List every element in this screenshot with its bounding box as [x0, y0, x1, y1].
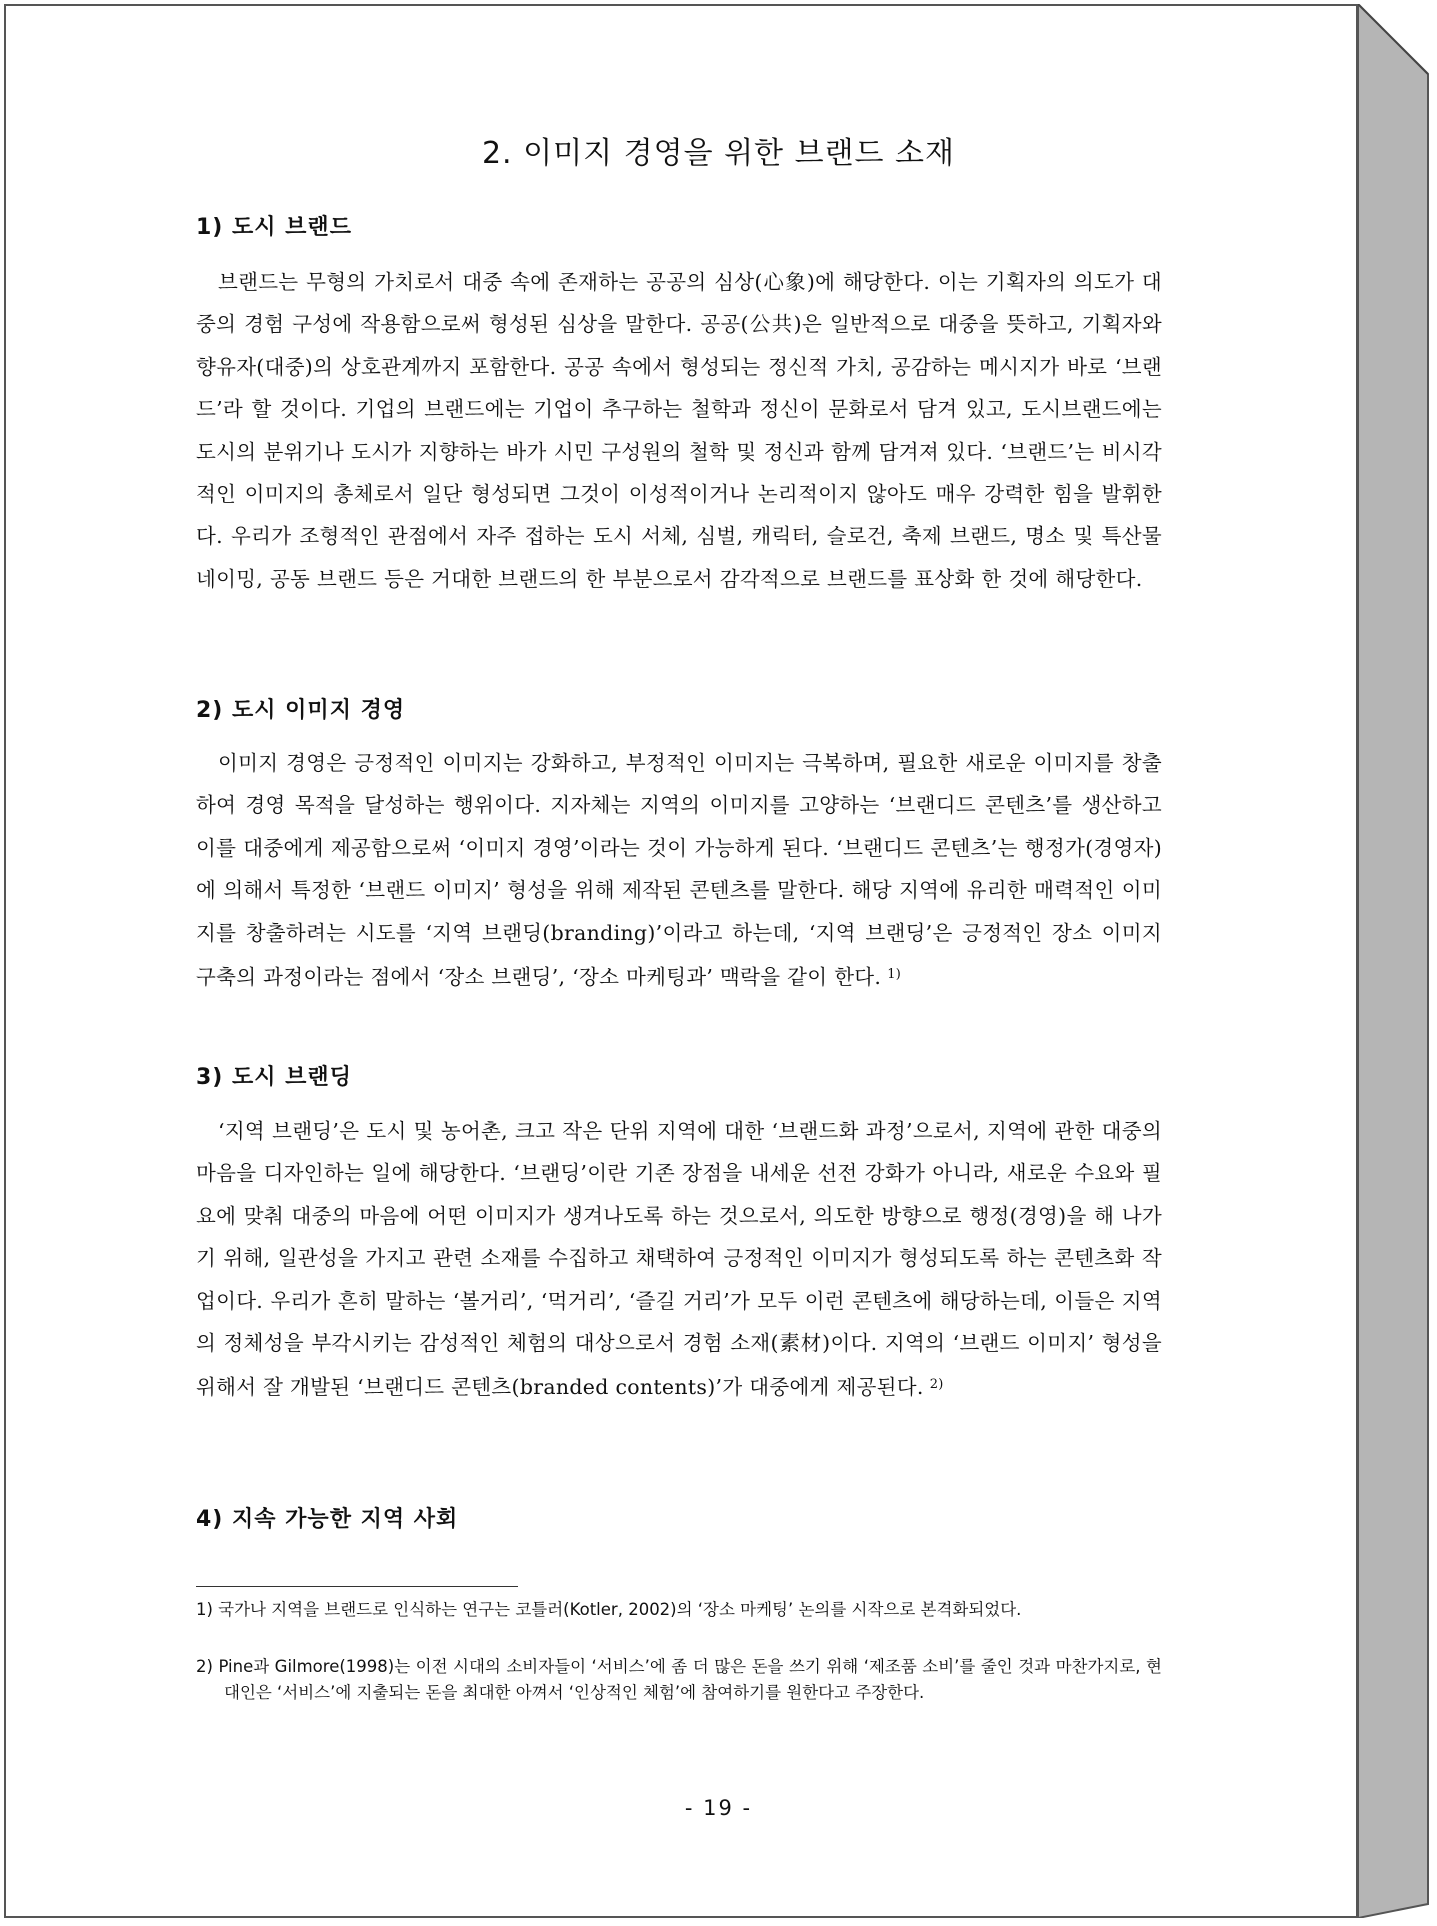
section-heading-city-branding: 3) 도시 브랜딩: [196, 1065, 352, 1090]
footnote-reference: 2): [929, 1377, 944, 1393]
page-stack-edge: [1358, 4, 1431, 1918]
section-heading-sustainable-community: 4) 지속 가능한 지역 사회: [196, 1507, 459, 1532]
paragraph-text: 이미지 경영은 긍정적인 이미지는 강화하고, 부정적인 이미지는 극복하며, 필요한 새로운 이미지를 창출하여 경영 목적을 달성하는 행위이다. 지자체는 지역의 이미지를 고양하는 ‘브랜디드 콘텐츠’를 생산하고 이를 대중에게 제공함으로써 ‘이미지 경영’이라는 것이 가능하게 된다. ‘브랜디드 콘텐츠’는 행정가(경영자)에 의해서 특정한 ‘브랜드 이미지’ 형성을 위해 제작된 콘텐츠를 말한다. 해당 지역에 유리한 매력적인 이미지를 창출하려는 시도를 ‘지역 브랜딩(branding)’이라고 하는데, ‘지역 브랜딩’은 긍정적인 장소 이미지 구축의 과정이라는 점에서 ‘장소 브랜딩’, ‘장소 마케팅과’ 맥락을 같이 한다.: [196, 751, 1162, 990]
section-paragraph-city-image-management: [196, 742, 1162, 998]
section-heading-city-image-management: 2) 도시 이미지 경영: [196, 698, 406, 723]
footnote-1: 1) 국가나 지역을 브랜드로 인식하는 연구는 코틀러(Kotler, 2002)의 ‘장소 마케팅’ 논의를 시작으로 본격화되었다.: [196, 1600, 1022, 1619]
footnote-reference: 1): [887, 967, 902, 983]
section-paragraph-city-branding: [196, 1110, 1162, 1409]
page-title: 2. 이미지 경영을 위한 브랜드 소재: [481, 136, 956, 171]
page-stack-edge-graphic: [1358, 4, 1431, 1918]
page-number: - 19 -: [684, 1796, 753, 1820]
footnote-2: 2) Pine과 Gilmore(1998)는 이전 시대의 소비자들이 ‘서비스’에 좀 더 많은 돈을 쓰기 위해 ‘제조품 소비’를 줄인 것과 마찬가지로, 현대인은 ‘서비스’에 지출되는 돈을 최대한 아껴서 ‘인상적인 체험’에 참여하기를 원한다고 주장한다.: [196, 1657, 1162, 1702]
paragraph-text: 브랜드는 무형의 가치로서 대중 속에 존재하는 공공의 심상(心象)에 해당한다. 이는 기획자의 의도가 대중의 경험 구성에 작용함으로써 형성된 심상을 말한다. 공공(公共)은 일반적으로 대중을 뜻하고, 기획자와 향유자(대중)의 상호관계까지 포함한다. 공공 속에서 형성되는 정신적 가치, 공감하는 메시지가 바로 ‘브랜드’라 할 것이다. 기업의 브랜드에는 기업이 추구하는 철학과 정신이 문화로서 담겨 있고, 도시브랜드에는 도시의 분위기나 도시가 지향하는 바가 시민 구성원의 철학 및 정신과 함께 담겨져 있다. ‘브랜드’는 비시각적인 이미지의 총체로서 일단 형성되면 그것이 이성적이거나 논리적이지 않아도 매우 강력한 힘을 발휘한다. 우리가 조형적인 관점에서 자주 접하는 도시 서체, 심벌, 캐릭터, 슬로건, 축제 브랜드, 명소 및 특산물 네이밍, 공동 브랜드 등은 거대한 브랜드의 한 부분으로서 감각적으로 브랜드를 표상화 한 것에 해당한다.: [196, 270, 1162, 591]
footnote-divider: [196, 1586, 518, 1587]
paragraph-text: ‘지역 브랜딩’은 도시 및 농어촌, 크고 작은 단위 지역에 대한 ‘브랜드화 과정’으로서, 지역에 관한 대중의 마음을 디자인하는 일에 해당한다. ‘브랜딩’이란 기존 장점을 내세운 선전 강화가 아니라, 새로운 수요와 필요에 맞춰 대중의 마음에 어떤 이미지가 생겨나도록 하는 것으로서, 의도한 방향으로 행정(경영)을 해 나가기 위해, 일관성을 가지고 관련 소재를 수집하고 채택하여 긍정적인 이미지가 형성되도록 하는 콘텐츠화 작업이다. 우리가 흔히 말하는 ‘볼거리’, ‘먹거리’, ‘즐길 거리’가 모두 이런 콘텐츠에 해당하는데, 이들은 지역의 정체성을 부각시키는 감성적인 체험의 대상으로서 경험 소재(素材)이다. 지역의 ‘브랜드 이미지’ 형성을 위해서 잘 개발된 ‘브랜디드 콘텐츠(branded contents)’가 대중에게 제공된다.: [196, 1119, 1162, 1400]
section-heading-city-brand: 1) 도시 브랜드: [196, 215, 352, 240]
section-paragraph-city-brand: [196, 261, 1162, 600]
